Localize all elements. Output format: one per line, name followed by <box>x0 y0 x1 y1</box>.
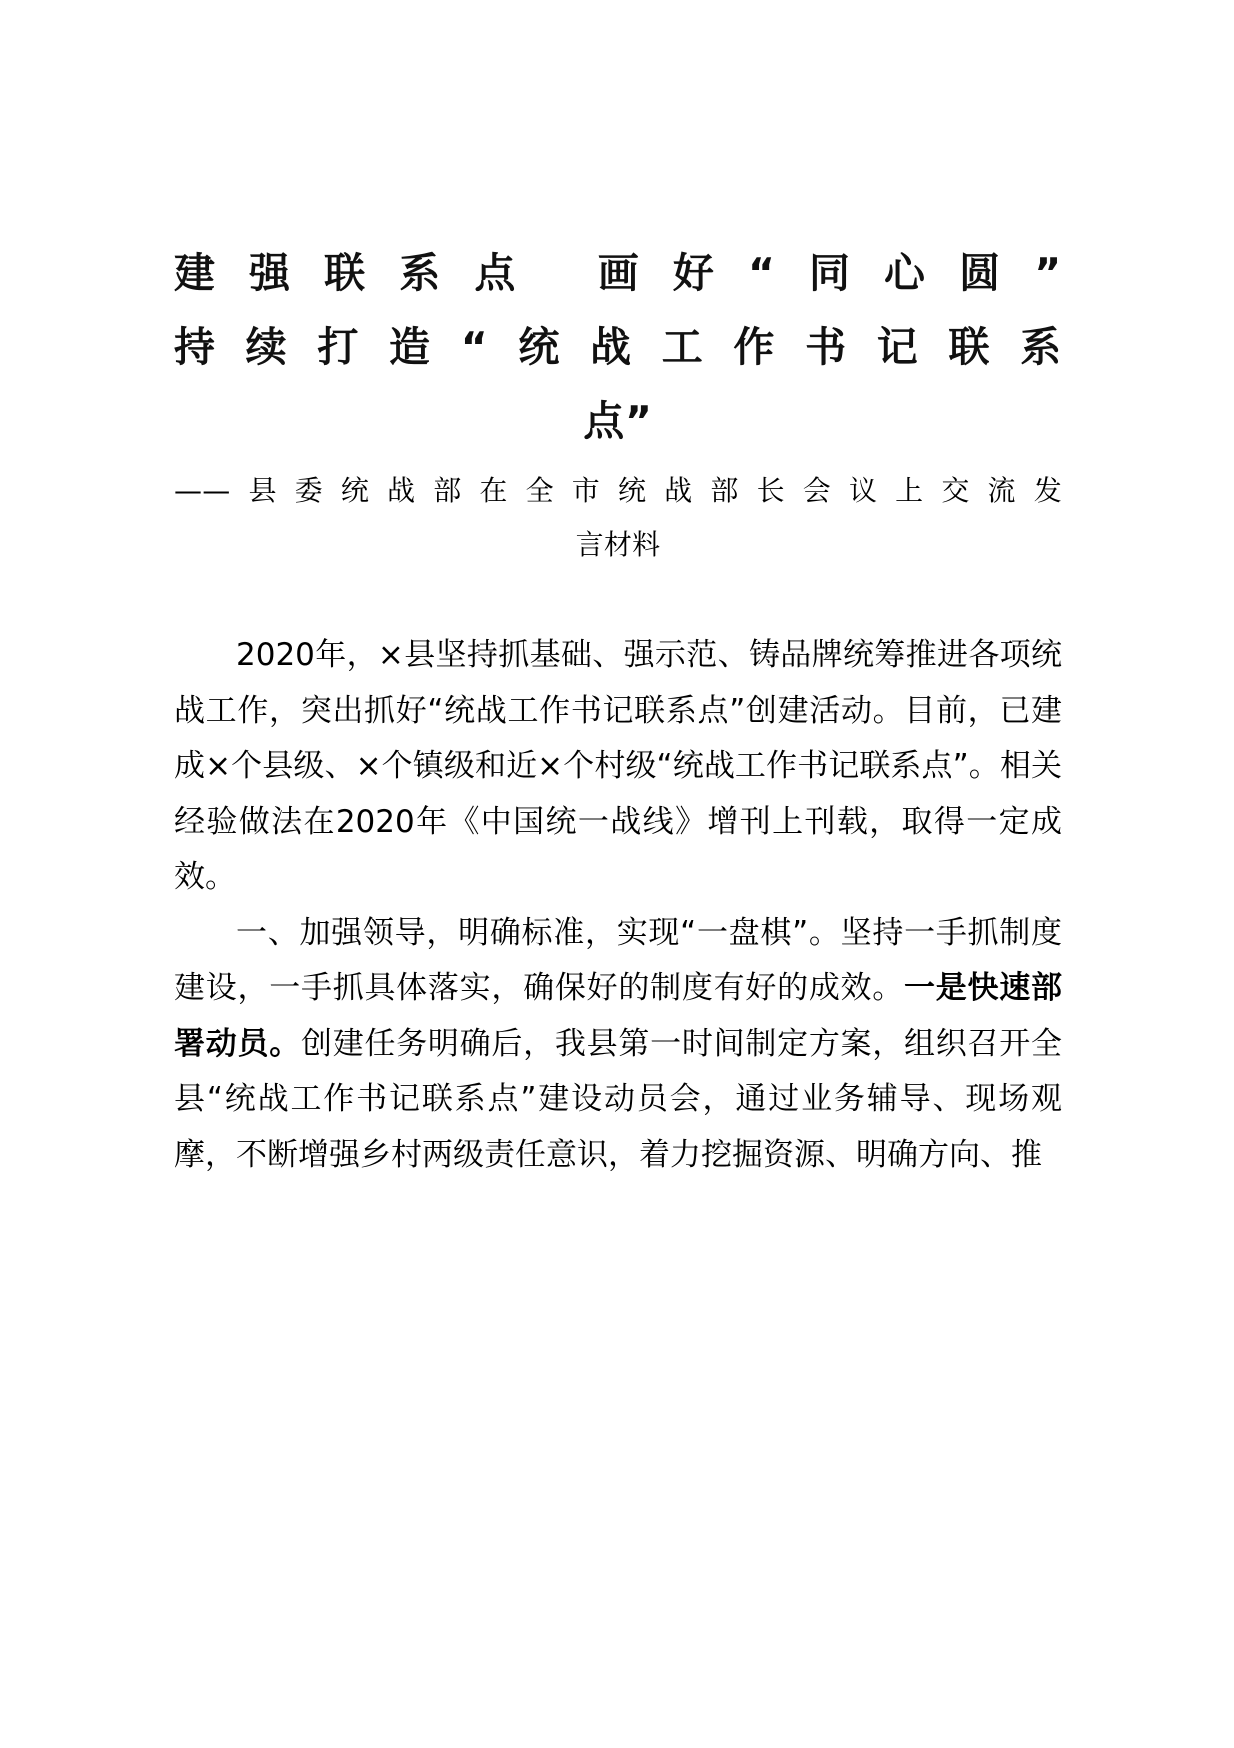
paragraph-section-one-emphasis: 一是快速部署动员。 <box>174 970 1063 1062</box>
subtitle-line-2: 言材料 <box>575 528 661 561</box>
document-title <box>174 236 1062 458</box>
paragraph-section-one-tail: 创建任务明确后，我县第一时间制定方案，组织召开全县“统战工作书记联系点”建设动员会，通过业务辅导、现场观摩，不断增强乡村两级责任意识，着力挖掘资源、明确方向、推 <box>174 1025 1063 1173</box>
title-line-1: 建强联系点 画好“同心圆” <box>174 249 1062 297</box>
subtitle-line-1: ——县委统战部在全市统战部长会议上交流发 <box>174 474 1062 507</box>
paragraph-overview: 2020年，×县坚持抓基础、强示范、铸品牌统筹推进各项统战工作，突出抓好“统战工作书记联系点”创建活动。目前，已建成×个县级、×个镇级和近×个村级“统战工作书记联系点”。相关经验做法在2020年《中国统一战线》增刊上刊载，取得一定成效。 <box>174 637 1062 895</box>
document-content <box>174 236 1062 1183</box>
document-subtitle <box>174 464 1062 572</box>
paragraph-section-one <box>174 906 1062 1184</box>
title-line-3: 点” <box>583 397 653 445</box>
title-line-2: 持续打造“统战工作书记联系 <box>174 323 1062 371</box>
document-body <box>174 628 1062 1183</box>
paragraph-section-one-lead: 一、加强领导，明确标准，实现“一盘棋”。坚持一手抓制度建设，一手抓具体落实，确保好的制度有好的成效。 <box>174 914 1062 1006</box>
